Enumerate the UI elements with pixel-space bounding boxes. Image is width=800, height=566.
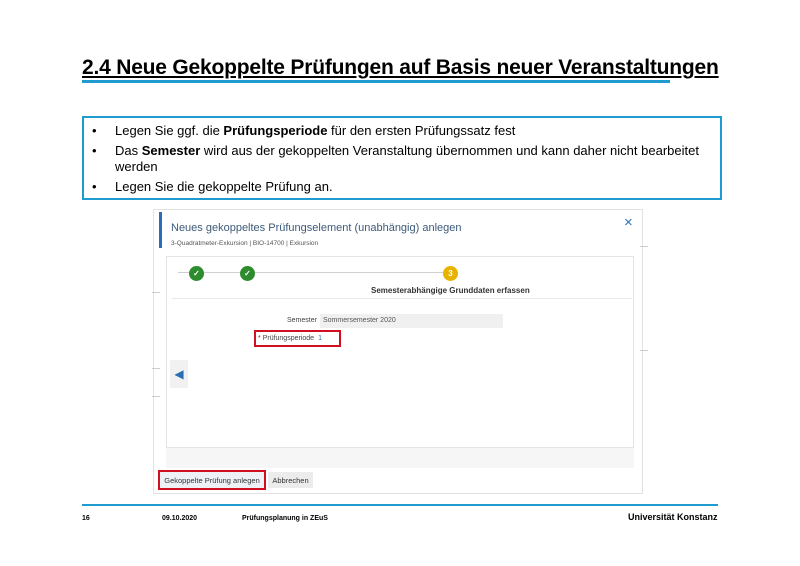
step-label: Semesterabhängige Grunddaten erfassen (371, 286, 530, 295)
footer-date: 09.10.2020 (162, 515, 198, 522)
backdrop-line (152, 368, 160, 369)
close-icon[interactable]: × (624, 214, 633, 231)
dialog-subtitle: 3-Quadratmeter-Exkursion | BIO-14700 | Exkursion (171, 240, 319, 247)
semester-field: Sommersemester 2020 (320, 314, 503, 328)
bullet-item: • Legen Sie ggf. die Prüfungsperiode für den ersten Prüfungssatz fest (92, 123, 516, 138)
page-number: 16 (82, 515, 90, 522)
bullet-dot: • (92, 123, 97, 138)
create-coupled-exam-button[interactable]: Gekoppelte Prüfung anlegen (158, 470, 266, 490)
footer-rule (82, 504, 718, 506)
semester-label: Semester (287, 317, 317, 324)
bullet-keyword: Prüfungsperiode (223, 123, 328, 138)
title-underline (82, 80, 670, 83)
period-field[interactable] (258, 335, 322, 342)
cancel-button[interactable]: Abbrechen (268, 472, 313, 488)
bullet-item: • Das Semester wird aus der gekoppelten Veranstaltung übernommen und kann daher nicht bearbeitet werden (92, 143, 699, 174)
university-name: Universität Konstanz (628, 512, 718, 522)
period-label: Prüfungsperiode (262, 335, 315, 342)
dialog-title: Neues gekoppeltes Prüfungselement (unabhängig) anlegen (171, 222, 462, 234)
footer-topic: Prüfungsplanung in ZEuS (242, 515, 328, 522)
bullet-keyword: Semester (141, 143, 201, 158)
dialog-accent-bar (159, 212, 162, 248)
bullet-dot: • (92, 179, 97, 194)
bullet-box (82, 116, 722, 200)
step-1-check-icon[interactable]: ✓ (189, 266, 204, 281)
backdrop-line (152, 292, 160, 293)
step-3-active[interactable]: 3 (443, 266, 458, 281)
wizard-panel-footer (166, 448, 634, 468)
bullet-dot: • (92, 143, 97, 158)
required-marker: * (258, 335, 261, 342)
stepper-divider (172, 298, 632, 299)
backdrop-line (152, 396, 160, 397)
slide-title: 2.4 Neue Gekoppelte Prüfungen auf Basis neuer Veranstaltungen (82, 56, 719, 79)
step-2-check-icon[interactable]: ✓ (240, 266, 255, 281)
bullet-item: • Legen Sie die gekoppelte Prüfung an. (92, 179, 333, 194)
stepper-line (178, 272, 453, 273)
wizard-panel (166, 256, 634, 448)
backdrop-line (640, 246, 648, 247)
backdrop-line (640, 350, 648, 351)
period-value: 1 (318, 335, 322, 342)
back-arrow-icon[interactable]: ◀ (170, 360, 188, 388)
